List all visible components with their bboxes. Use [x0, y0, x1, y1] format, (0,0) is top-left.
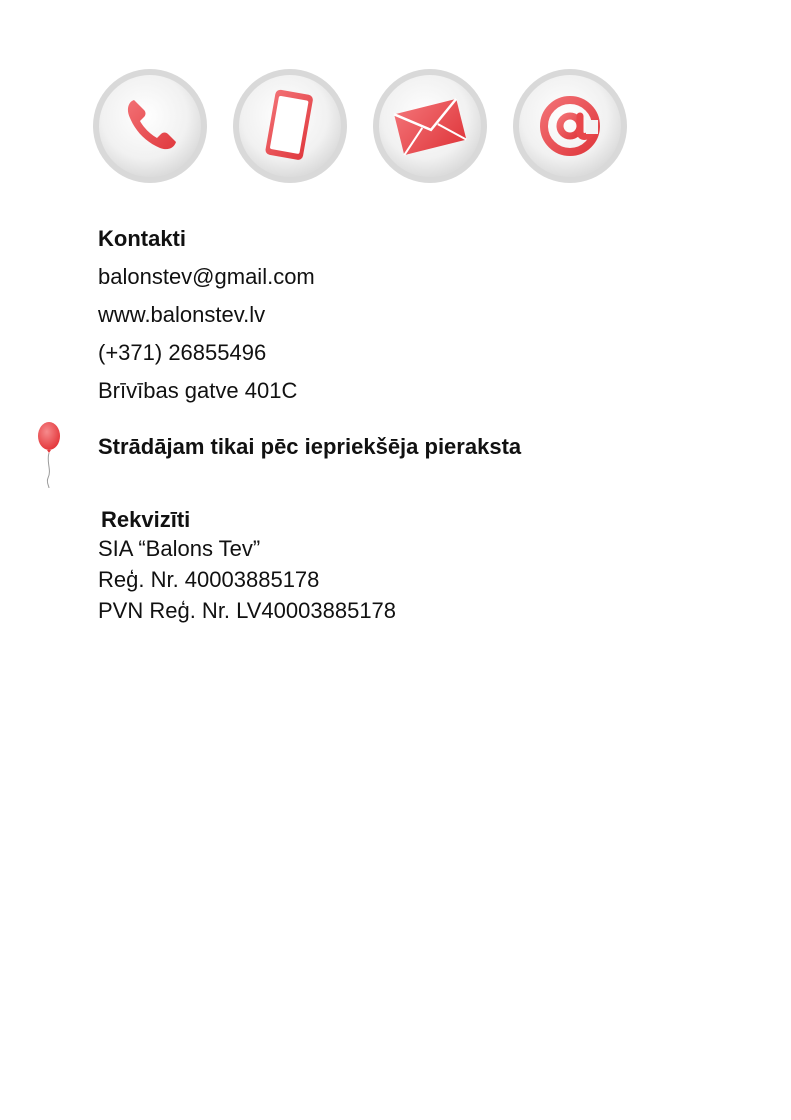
envelope-icon[interactable]	[370, 66, 490, 186]
contact-address: Brīvības gatve 401C	[98, 378, 298, 403]
phone-icon[interactable]	[90, 66, 210, 186]
vat-registration-number: PVN Reģ. Nr. LV40003885178	[98, 598, 397, 623]
appointment-notice: Strādājam tikai pēc iepriekšēja pieraksta	[98, 434, 522, 459]
contact-phone-link[interactable]: (+371) 26855496	[98, 340, 267, 365]
contacts-heading: Kontakti	[98, 226, 186, 251]
registration-number: Reģ. Nr. 40003885178	[98, 567, 320, 592]
balloon-icon	[34, 420, 64, 492]
requisites-heading: Rekvizīti	[101, 507, 191, 532]
contact-icons-row	[80, 58, 640, 194]
contact-website-link[interactable]: www.balonstev.lv	[98, 302, 266, 327]
mobile-phone-icon[interactable]	[230, 66, 350, 186]
company-name: SIA “Balons Tev”	[98, 536, 261, 561]
at-sign-icon[interactable]	[510, 66, 630, 186]
contact-email-link[interactable]: balonstev@gmail.com	[98, 264, 315, 289]
